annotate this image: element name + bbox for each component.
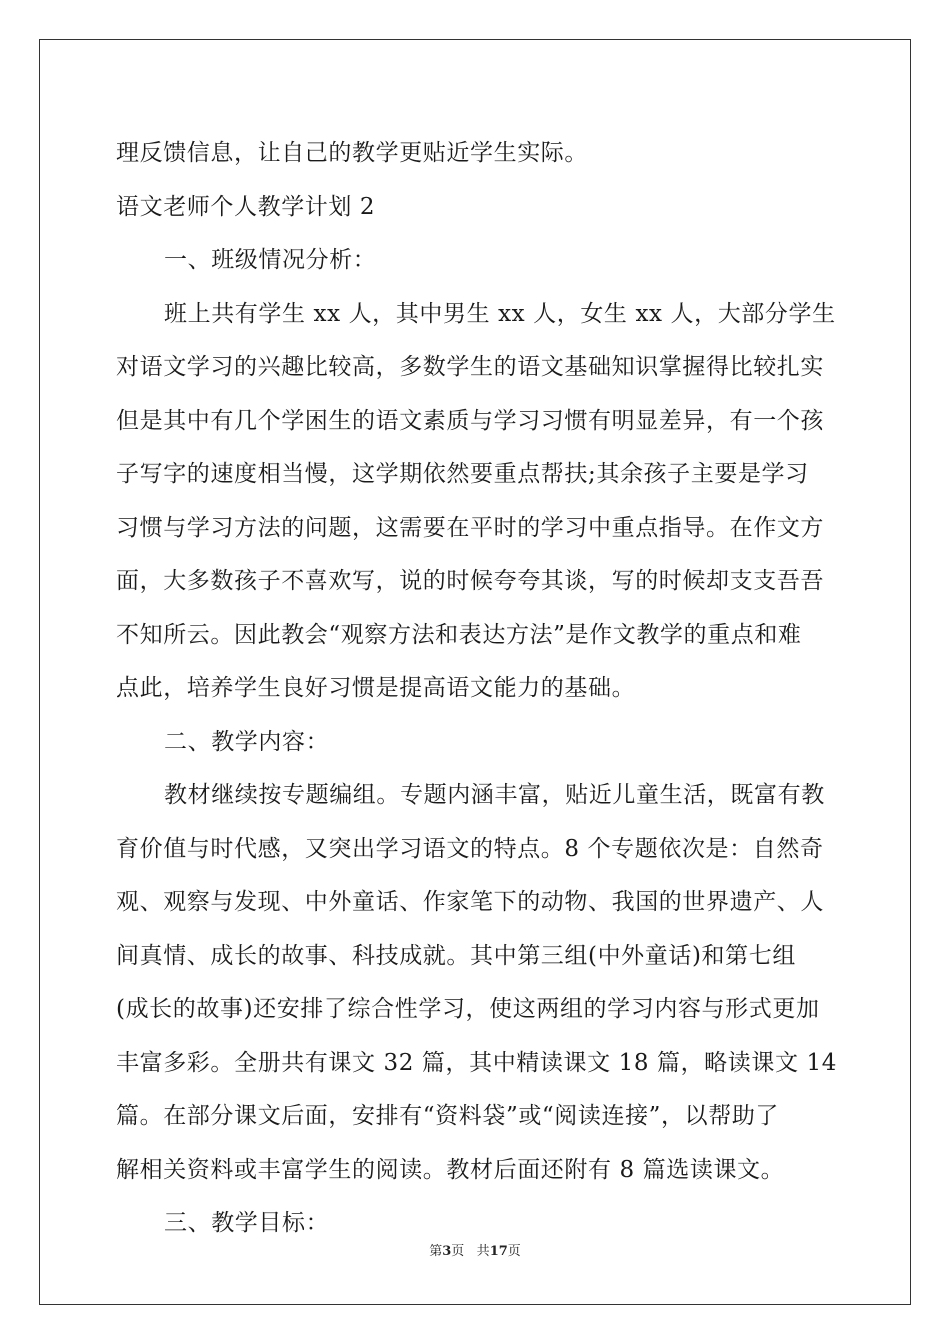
text-line-9: 面，大多数孩子不喜欢写，说的时候夸夸其谈，写的时候却支支吾吾 [116,568,824,594]
page-prefix: 第 [429,1244,443,1259]
section-heading-class-analysis: 一、班级情况分析： [164,247,377,273]
text-line-1: 理反馈信息，让自己的教学更贴近学生实际。 [116,140,588,166]
text-line-11: 点此，培养学生良好习惯是提高语文能力的基础。 [116,675,636,701]
section-heading-teaching-goals: 三、教学目标： [164,1210,330,1236]
document-body [116,127,836,1251]
text-line-6: 但是其中有几个学困生的语文素质与学习习惯有明显差异，有一个孩 [116,407,824,434]
text-line-8: 习惯与学习方法的问题，这需要在平时的学习中重点指导。在作文方 [116,514,824,541]
total-suffix: 页 [507,1244,521,1259]
text-line-4: 班上共有学生 xx 人，其中男生 xx 人，女生 xx 人，大部分学生 [164,300,836,327]
text-line-10: 不知所云。因此教会“观察方法和表达方法”是作文教学的重点和难 [116,621,802,648]
text-line-16: 间真情、成长的故事、科技成就。其中第三组(中外童话)和第七组 [116,942,796,969]
section-heading-teaching-content: 二、教学内容： [164,728,330,755]
text-line-5: 对语文学习的兴趣比较高，多数学生的语文基础知识掌握得比较扎实 [116,354,824,380]
text-line-13: 教材继续按专题编组。专题内涵丰富，贴近儿童生活，既富有教 [164,782,825,808]
text-line-18: 丰富多彩。全册共有课文 32 篇，其中精读课文 18 篇，略读课文 14 [116,1049,837,1076]
page-suffix: 页 [451,1244,465,1259]
total-prefix: 共 [476,1244,490,1259]
text-line-17: (成长的故事)还安排了综合性学习，使这两组的学习内容与形式更加 [116,996,820,1022]
text-line-19: 篇。在部分课文后面，安排有“资料袋”或“阅读连接”，以帮助了 [116,1103,780,1129]
section-heading-plan-2: 语文老师个人教学计划 2 [116,193,376,220]
page-number: 3 [442,1244,452,1259]
text-line-7: 子写字的速度相当慢，这学期依然要重点帮扶;其余孩子主要是学习 [116,461,809,487]
total-pages: 17 [489,1244,508,1259]
page-footer [0,1240,950,1259]
text-line-15: 观、观察与发现、中外童话、作家笔下的动物、我国的世界遗产、人 [116,889,824,915]
text-line-20: 解相关资料或丰富学生的阅读。教材后面还附有 8 篇选读课文。 [116,1156,785,1183]
text-line-14: 育价值与时代感，又突出学习语文的特点。8 个专题依次是：自然奇 [116,835,824,862]
